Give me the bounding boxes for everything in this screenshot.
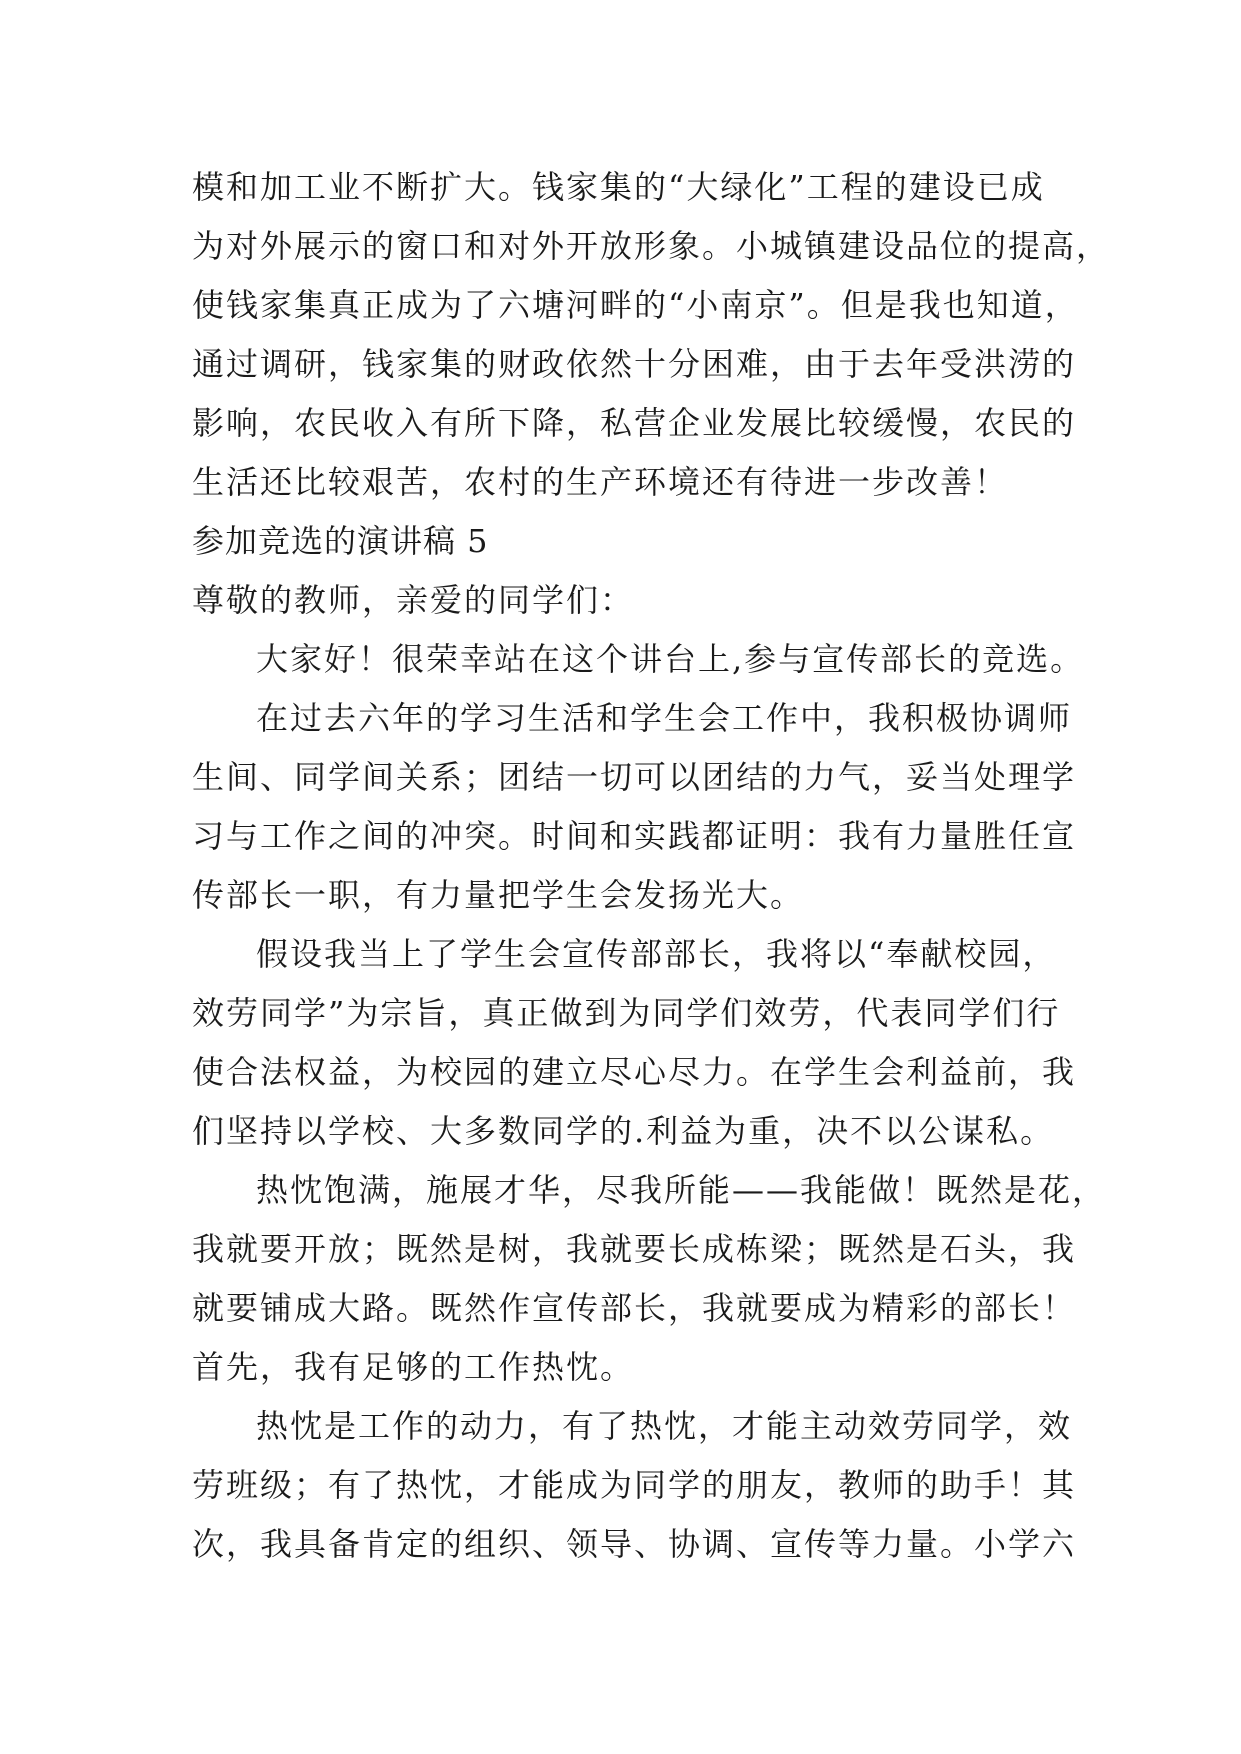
text-line: 为对外展示的窗口和对外开放形象。小城镇建设品位的提高， <box>192 227 1111 265</box>
salutation: 尊敬的教师，亲爱的同学们： <box>192 581 635 619</box>
text-line: 生间、同学间关系；团结一切可以团结的力气，妥当处理学 <box>192 758 1077 796</box>
text-line: 们坚持以学校、大多数同学的.利益为重，决不以公谋私。 <box>192 1112 1055 1150</box>
text-line: 影响，农民收入有所下降，私营企业发展比较缓慢，农民的 <box>192 404 1077 442</box>
text-line: 大家好！很荣幸站在这个讲台上,参与宣传部长的竞选。 <box>256 640 1085 678</box>
document-body <box>192 158 1111 1574</box>
section-title: 参加竞选的演讲稿 5 <box>192 522 489 560</box>
text-line: 热忱是工作的动力，有了热忱，才能主动效劳同学，效 <box>256 1407 1073 1445</box>
text-line: 假设我当上了学生会宣传部部长，我将以“奉献校园， <box>256 935 1057 973</box>
text-line: 在过去六年的学习生活和学生会工作中，我积极协调师 <box>256 699 1073 737</box>
text-line: 通过调研，钱家集的财政依然十分困难，由于去年受洪涝的 <box>192 345 1077 383</box>
text-line: 习与工作之间的冲突。时间和实践都证明：我有力量胜任宣 <box>192 817 1077 855</box>
text-line: 次，我具备肯定的组织、领导、协调、宣传等力量。小学六 <box>192 1525 1077 1563</box>
text-line: 模和加工业不断扩大。钱家集的“大绿化”工程的建设已成 <box>192 168 1045 206</box>
text-line: 就要铺成大路。既然作宣传部长，我就要成为精彩的部长！ <box>192 1289 1077 1327</box>
text-line: 热忱饱满，施展才华，尽我所能——我能做！既然是花， <box>256 1171 1107 1209</box>
text-line: 使合法权益，为校园的建立尽心尽力。在学生会利益前，我 <box>192 1053 1077 1091</box>
text-line: 使钱家集真正成为了六塘河畔的“小南京”。但是我也知道， <box>192 286 1079 324</box>
text-line: 首先，我有足够的工作热忱。 <box>192 1348 635 1386</box>
text-line: 生活还比较艰苦，农村的生产环境还有待进一步改善！ <box>192 463 1009 501</box>
text-line: 我就要开放；既然是树，我就要长成栋梁；既然是石头，我 <box>192 1230 1077 1268</box>
text-line: 效劳同学”为宗旨，真正做到为同学们效劳，代表同学们行 <box>192 994 1061 1032</box>
text-line: 传部长一职，有力量把学生会发扬光大。 <box>192 876 805 914</box>
text-line: 劳班级；有了热忱，才能成为同学的朋友，教师的助手！其 <box>192 1466 1077 1504</box>
